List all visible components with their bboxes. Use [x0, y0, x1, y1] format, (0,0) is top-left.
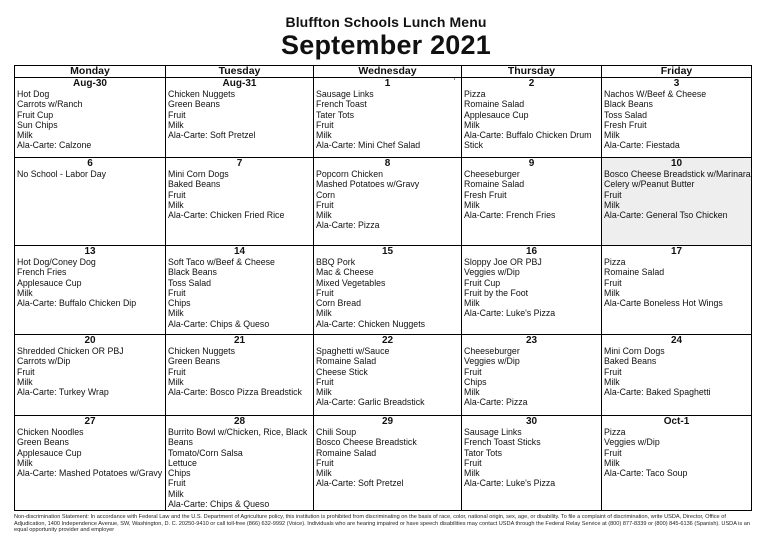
menu-item: Romaine Salad [316, 447, 377, 458]
menu-item: Black Beans [604, 99, 653, 110]
menu-item: Veggies w/Dip [464, 267, 520, 278]
menu-item: Milk [464, 387, 480, 398]
menu-item: Milk [604, 457, 620, 468]
menu-item: Ala-Carte: General Tso Chicken [604, 210, 728, 221]
day-cell [462, 416, 602, 511]
menu-item: Baked Beans [168, 179, 221, 190]
day-cell [602, 335, 752, 416]
day-header-tuesday: Tuesday [166, 66, 314, 78]
menu-item: Ala-Carte: Soft Pretzel [168, 130, 256, 141]
menu-item: Fresh Fruit [604, 119, 647, 130]
menu-item: Ala-Carte: French Fries [464, 210, 556, 221]
menu-item: Fruit [168, 478, 186, 489]
menu-item: Fruit [316, 287, 334, 298]
day-header-row [15, 66, 752, 78]
menu-item: Chicken Nuggets [168, 346, 235, 356]
menu-item: Green Beans [168, 99, 220, 110]
menu-item: Tomato/Corn Salsa [168, 447, 243, 458]
menu-item: Fruit [316, 119, 334, 130]
menu-item: Ala-Carte: Bosco Pizza Breadstick [168, 387, 302, 398]
day-cell [314, 246, 462, 335]
menu-item: Cheeseburger [464, 346, 520, 356]
menu-item: Ala-Carte: Chips & Queso [168, 318, 270, 329]
day-date: 15 [381, 246, 394, 257]
day-cell [166, 416, 314, 511]
menu-item: Ala-Carte: Mashed Potatoes w/Gravy [17, 468, 163, 479]
week-row [15, 158, 752, 246]
menu-item: Pizza [464, 89, 486, 99]
menu-item: Milk [604, 199, 620, 210]
menu-item: Bosco Cheese Breadstick [316, 437, 417, 448]
menu-item: Nachos W/Beef & Cheese [604, 89, 707, 99]
menu-item: Applesauce Cup [17, 447, 82, 458]
menu-item: Cheese Stick [316, 366, 368, 377]
day-cell [462, 78, 602, 158]
menu-item: Applesauce Cup [17, 277, 82, 288]
menu-items-list [316, 346, 461, 408]
menu-item: Celery w/Peanut Butter [604, 179, 695, 190]
menu-item: Sausage Links [464, 427, 522, 437]
day-cell [314, 416, 462, 511]
menu-item: Ala-Carte: Pizza [316, 220, 380, 231]
menu-item: Milk [604, 376, 620, 387]
menu-item: Chips [168, 298, 191, 309]
menu-item: Chips [168, 468, 191, 479]
menu-item: Fruit Cup [464, 277, 501, 288]
menu-item: Fruit [604, 189, 622, 200]
day-header-wednesday: Wednesday [314, 66, 462, 78]
day-cell [15, 246, 166, 335]
day-date: Aug-30 [73, 78, 107, 89]
menu-item: Fruit [464, 366, 482, 377]
day-date: 16 [525, 246, 538, 257]
day-cell [462, 246, 602, 335]
menu-item: Chips [464, 376, 487, 387]
menu-item: Tator Tots [464, 447, 502, 458]
day-cell [166, 78, 314, 158]
menu-item: Fruit [316, 376, 334, 387]
menu-item: Mini Corn Dogs [604, 346, 665, 356]
menu-item: Milk [17, 457, 33, 468]
menu-items-list [17, 257, 165, 308]
day-date: 27 [84, 416, 96, 427]
menu-item: Milk [604, 130, 620, 141]
menu-item: Ala-Carte: Calzone [17, 140, 92, 151]
day-cell [602, 78, 752, 158]
day-date: 14 [233, 246, 246, 257]
menu-item: Toss Salad [604, 109, 648, 120]
day-cell [462, 335, 602, 416]
menu-item: Ala-Carte: Chips & Queso [168, 499, 270, 510]
day-cell [15, 416, 166, 511]
menu-item: Corn Bread [316, 298, 361, 309]
menu-weeks [15, 78, 752, 511]
menu-items-list [464, 427, 601, 489]
menu-item: Ala-Carte: Buffalo Chicken Dip [17, 298, 137, 309]
menu-item: Lettuce [168, 457, 197, 468]
day-date: 1 [384, 78, 391, 89]
day-cell [166, 335, 314, 416]
menu-items-list [604, 346, 751, 397]
menu-item: Milk [316, 468, 332, 479]
menu-item: Ala-Carte: Soft Pretzel [316, 478, 404, 489]
menu-items-list [168, 89, 313, 140]
menu-item: Green Beans [17, 437, 69, 448]
week-row [15, 78, 752, 158]
menu-item: Cheeseburger [464, 169, 520, 179]
menu-item: Baked Beans [604, 356, 657, 367]
menu-item: Ala-Carte: Chicken Nuggets [316, 318, 426, 329]
menu-item: Milk [464, 199, 480, 210]
menu-item: Shredded Chicken OR PBJ [17, 346, 124, 356]
day-cell [314, 335, 462, 416]
menu-items-list [604, 89, 751, 151]
menu-item: Milk [168, 308, 184, 319]
day-date: 30 [525, 416, 538, 427]
menu-item: Bosco Cheese Breadstick w/Marinara [604, 169, 751, 179]
menu-items-list [17, 89, 165, 151]
menu-item: French Toast [316, 99, 367, 110]
menu-item: Milk [464, 468, 480, 479]
menu-item: Mashed Potatoes w/Gravy [316, 179, 420, 190]
menu-item: Romaine Salad [604, 267, 665, 278]
day-date: Aug-31 [222, 78, 257, 89]
menu-item: Fruit Cup [17, 109, 54, 120]
menu-item: Milk [17, 376, 33, 387]
day-date: Oct-1 [663, 416, 690, 427]
menu-item: Popcorn Chicken [316, 169, 383, 179]
menu-item: Milk [168, 199, 184, 210]
day-cell [15, 158, 166, 246]
menu-item: Fruit [604, 277, 622, 288]
menu-item: Romaine Salad [464, 179, 525, 190]
menu-title: Bluffton Schools Lunch Menu [285, 14, 487, 30]
menu-item: Ala-Carte: Garlic Breadstick [316, 397, 425, 408]
menu-items-list [168, 169, 313, 220]
day-date: 17 [670, 246, 683, 257]
menu-item: Toss Salad [168, 277, 212, 288]
menu-item: Pizza [604, 257, 626, 267]
menu-item: Romaine Salad [464, 99, 525, 110]
menu-item: Sausage Links [316, 89, 374, 99]
day-date: 7 [236, 158, 243, 169]
week-row [15, 335, 752, 416]
day-header-friday: Friday [602, 66, 752, 78]
menu-item: French Fries [17, 267, 67, 278]
day-date: 23 [525, 335, 538, 346]
week-row [15, 416, 752, 511]
menu-item: Milk [17, 130, 33, 141]
day-cell [602, 158, 752, 246]
menu-item: Ala-Carte: Fiestada [604, 140, 680, 151]
menu-item: French Toast Sticks [464, 437, 541, 448]
menu-item: Soft Taco w/Beef & Cheese [168, 257, 275, 267]
menu-item: Stick [464, 140, 484, 151]
day-cell [462, 158, 602, 246]
menu-item: Ala-Carte: Luke's Pizza [464, 308, 556, 319]
menu-item: Tater Tots [316, 109, 354, 120]
day-cell [15, 335, 166, 416]
menu-item: Green Beans [168, 356, 220, 367]
day-date: 9 [528, 158, 535, 169]
day-header-monday: Monday [15, 66, 166, 78]
day-cell [602, 416, 752, 511]
menu-item: Ala-Carte: Buffalo Chicken Drum [464, 130, 592, 141]
menu-item: Veggies w/Dip [464, 356, 520, 367]
menu-item: Milk [168, 488, 184, 499]
day-date: 8 [384, 158, 391, 169]
menu-items-list [316, 427, 461, 489]
menu-item: Ala-Carte: Pizza [464, 397, 528, 408]
menu-items-list [464, 346, 601, 408]
day-cell [15, 78, 166, 158]
menu-items-list [168, 257, 313, 329]
menu-item: Fruit [604, 447, 622, 458]
menu-item: Corn [316, 189, 336, 200]
menu-item: Chicken Noodles [17, 427, 84, 437]
menu-item: Veggies w/Dip [604, 437, 660, 448]
menu-item: Ala-Carte: Mini Chef Salad [316, 140, 421, 151]
day-cell [602, 246, 752, 335]
menu-item: Burrito Bowl w/Chicken, Rice, Black Beans [168, 427, 308, 448]
menu-item: BBQ Pork [316, 257, 356, 267]
menu-item: Fruit [17, 366, 35, 377]
menu-item: No School - Labor Day [17, 169, 106, 179]
menu-item: Milk [604, 287, 620, 298]
menu-item: Fruit [168, 189, 186, 200]
menu-item: Milk [17, 287, 33, 298]
menu-item: Sun Chips [17, 119, 58, 130]
day-date: 29 [381, 416, 394, 427]
menu-item: Milk [464, 119, 480, 130]
menu-items-list [168, 427, 313, 509]
day-date: 2 [528, 78, 535, 89]
day-cell [314, 158, 462, 246]
day-date: 10 [670, 158, 683, 169]
day-header-thursday: Thursday [462, 66, 602, 78]
menu-item: Ala-Carte: Luke's Pizza [464, 478, 556, 489]
menu-item: Black Beans [168, 267, 217, 278]
menu-items-list [316, 169, 461, 231]
menu-items-list [464, 89, 601, 151]
menu-items-list [17, 346, 165, 397]
day-cell [166, 158, 314, 246]
menu-item: Milk [464, 298, 480, 309]
menu-item: Chicken Nuggets [168, 89, 235, 99]
menu-item: Ala-Carte Boneless Hot Wings [604, 298, 723, 309]
menu-items-list [168, 346, 313, 397]
day-cell [314, 78, 462, 158]
menu-item: Fruit [464, 457, 482, 468]
menu-item: Milk [316, 308, 332, 319]
menu-item: Carrots w/Ranch [17, 99, 83, 110]
menu-item: Ala-Carte: Turkey Wrap [17, 387, 109, 398]
menu-items-list [604, 257, 751, 308]
menu-items-list [316, 257, 461, 329]
menu-item: Mac & Cheese [316, 267, 374, 278]
day-date: 24 [670, 335, 683, 346]
menu-item: Ala-Carte: Baked Spaghetti [604, 387, 711, 398]
menu-item: Milk [316, 210, 332, 221]
menu-items-list [316, 89, 461, 151]
menu-item: Milk [316, 130, 332, 141]
menu-items-list [464, 169, 601, 220]
day-date: 3 [673, 78, 680, 89]
day-date: 28 [233, 416, 246, 427]
menu-item: Ala-Carte: Taco Soup [604, 468, 688, 479]
menu-item: Hot Dog [17, 89, 50, 99]
menu-item: Fruit [316, 199, 334, 210]
day-date: 22 [381, 335, 394, 346]
menu-items-list [17, 169, 165, 179]
menu-item: Fruit [168, 109, 186, 120]
menu-item: Romaine Salad [316, 356, 377, 367]
menu-item: Carrots w/Dip [17, 356, 71, 367]
menu-item: Applesauce Cup [464, 109, 529, 120]
menu-item: Milk [168, 119, 184, 130]
menu-items-list [17, 427, 165, 478]
menu-item: Milk [316, 387, 332, 398]
menu-item: Mini Corn Dogs [168, 169, 229, 179]
day-date: 21 [233, 335, 246, 346]
menu-item: Milk [168, 376, 184, 387]
menu-calendar [14, 65, 752, 511]
menu-item: Fruit [316, 457, 334, 468]
menu-items-list [604, 427, 751, 478]
menu-item: Mixed Vegetables [316, 277, 386, 288]
menu-item: Chili Soup [316, 427, 357, 437]
month-title: September 2021 [281, 30, 491, 60]
menu-item: Fruit [168, 366, 186, 377]
menu-items-list [604, 169, 751, 220]
menu-item: Fresh Fruit [464, 189, 507, 200]
menu-item: Sloppy Joe OR PBJ [464, 257, 542, 267]
menu-item: Spaghetti w/Sauce [316, 346, 390, 356]
menu-items-list [464, 257, 601, 319]
menu-item: Fruit [604, 366, 622, 377]
menu-item: Hot Dog/Coney Dog [17, 257, 96, 267]
day-date: 13 [84, 246, 96, 257]
day-cell [166, 246, 314, 335]
day-date: 20 [84, 335, 96, 346]
week-row [15, 246, 752, 335]
non-discrimination-statement: Non-discrimination Statement: In accordance with Federal Law and the U.S. Department of Agriculture policy, this institution is prohibited from discriminating on the basis of race, color, national origin, sex, age, or disability. To file a complaint of discrimination, write USDA, Director, Office of Adjudication, 1400 Independence Avenue, SW, Washington, D. C. 20250-9410 or call toll-free (866) 632-9992 (Voice). Individuals who are hearing impaired or have speech disabilities may contact USDA through the Federal Relay Service at (800) 877-8339 or (800) 845-6136 (Spanish). USDA is an equal opportunity provider and employer [14, 514, 751, 534]
menu-item: Fruit [168, 287, 186, 298]
day-date: 6 [87, 158, 93, 169]
menu-item: Pizza [604, 427, 626, 437]
menu-item: Fruit by the Foot [464, 287, 529, 298]
menu-item: Ala-Carte: Chicken Fried Rice [168, 210, 285, 221]
